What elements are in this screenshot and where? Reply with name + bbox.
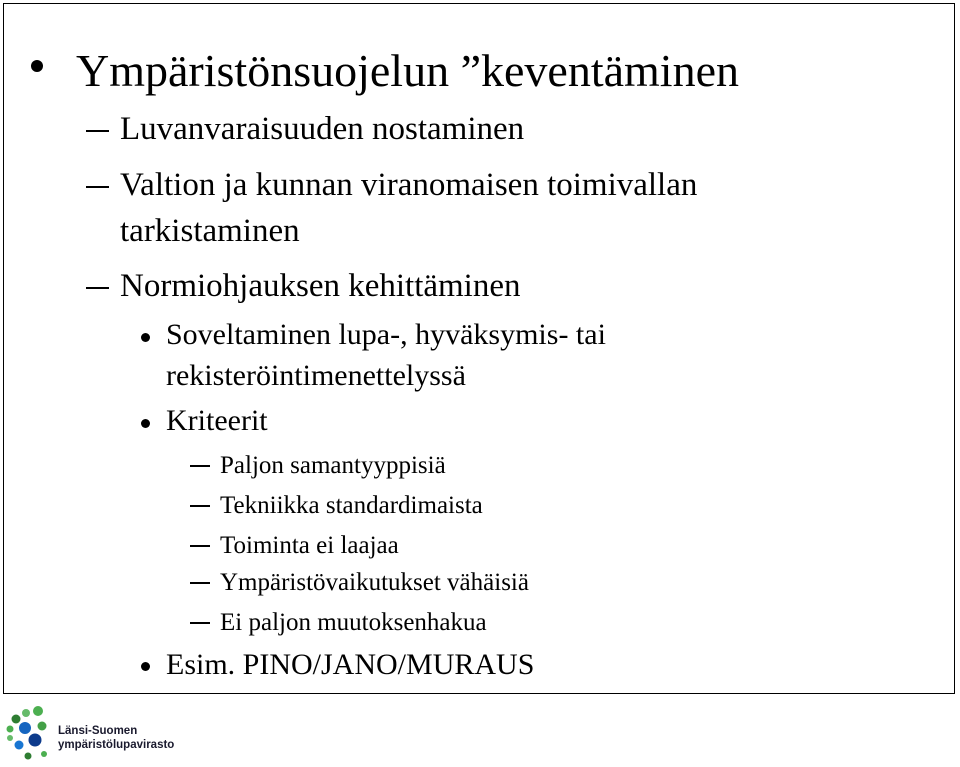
dash-marker <box>190 545 210 547</box>
dash-marker <box>86 186 109 188</box>
bullet-item: Soveltaminen lupa-, hyväksymis- tai <box>166 318 606 351</box>
logo-dot <box>7 726 14 733</box>
bullet-item: Valtion ja kunnan viranomaisen toimivallan <box>120 167 698 203</box>
bullet-item: Toiminta ei laajaa <box>220 532 399 559</box>
logo-dot <box>19 722 31 734</box>
bullet-item: Paljon samantyyppisiä <box>220 452 446 479</box>
logo-dot <box>12 715 21 724</box>
logo-dot <box>15 741 24 750</box>
logo-dot <box>25 753 32 760</box>
dash-marker <box>86 130 109 132</box>
dash-marker <box>190 465 210 467</box>
bullet-item: Esim. PINO/JANO/MURAUS <box>166 648 535 681</box>
slide-title-text: Ympäristönsuojelun ”keventäminen <box>76 45 740 96</box>
bullet-item: Ei paljon muutoksenhakua <box>220 609 487 636</box>
slide-title <box>76 45 740 96</box>
logo-text-line1: Länsi-Suomen <box>58 725 138 737</box>
bullet-item-continuation: tarkistaminen <box>120 213 300 249</box>
logo-dot <box>33 706 43 716</box>
logo-dot <box>38 722 47 731</box>
logo-text-line2: ympäristölupavirasto <box>58 739 175 751</box>
dash-marker <box>190 505 210 507</box>
logo-dot <box>22 709 30 717</box>
dash-marker <box>86 287 109 289</box>
agency-logo-icon <box>4 704 56 764</box>
bullet-item: Kriteerit <box>166 404 268 437</box>
bullet-item: Normiohjauksen kehittäminen <box>120 268 521 304</box>
bullet-dot <box>141 333 150 342</box>
dash-marker <box>190 622 210 624</box>
bullet-dot <box>141 419 150 428</box>
bullet-item: Ympäristövaikutukset vähäisiä <box>220 569 529 596</box>
dash-marker <box>190 582 210 584</box>
bullet-item-continuation: rekisteröintimenettelyssä <box>166 359 466 392</box>
logo-dot <box>29 734 42 747</box>
bullet-item: Luvanvaraisuuden nostaminen <box>120 111 525 147</box>
bullet-dot <box>141 662 150 671</box>
bullet-dot <box>31 60 43 72</box>
logo-dot <box>7 735 13 741</box>
logo-dot <box>41 751 47 757</box>
bullet-item: Tekniikka standardimaista <box>220 492 483 519</box>
